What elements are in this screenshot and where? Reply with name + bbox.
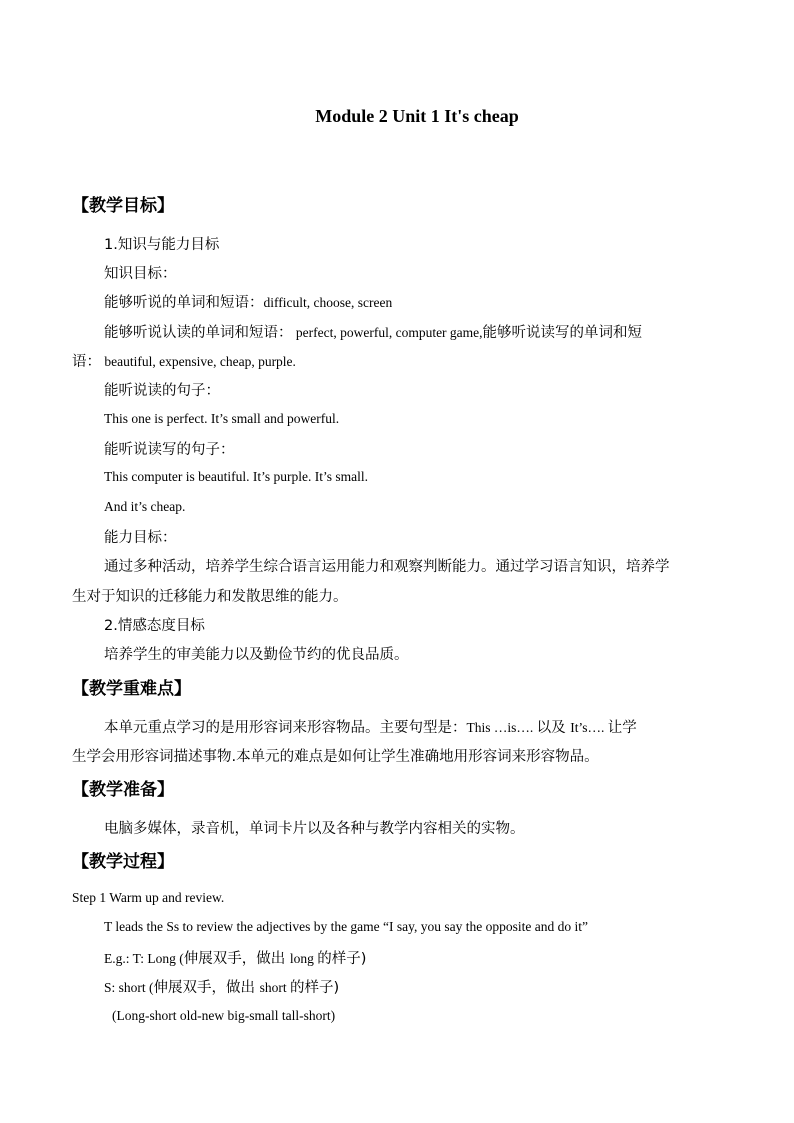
- example-1-en2: long: [289, 951, 318, 966]
- emotion-text: 培养学生的审美能力以及勤俭节约的优良品质。: [104, 647, 409, 663]
- example-1: [104, 947, 366, 968]
- heading-key-points: 【教学重难点】: [72, 679, 191, 699]
- example-2-en2: short: [259, 980, 290, 995]
- ability-line-2: 生对于知识的迁移能力和发散思维的能力。: [72, 589, 348, 605]
- ability-line-1: 通过多种活动，培养学生综合语言运用能力和观察判断能力。通过学习语言知识，培养学: [104, 559, 670, 575]
- sentence-2: This computer is beautiful. It’s purple. It’s small.: [104, 469, 368, 484]
- example-2-zh2: 的样子): [290, 980, 340, 996]
- sentences-label: 能听说读的句子：: [104, 383, 220, 399]
- heading-preparation: 【教学准备】: [72, 780, 174, 800]
- sentence-3: And it’s cheap.: [104, 499, 186, 514]
- example-2: [104, 976, 339, 997]
- recognize-words-label: 能够听说认读的单词和短语：: [104, 325, 293, 341]
- write-words-label-cont: 语：: [72, 354, 101, 370]
- knowledge-title: 知识目标：: [104, 266, 177, 282]
- ability-title: 能力目标：: [104, 530, 177, 546]
- key-points-pattern-1: This …is….: [466, 720, 537, 735]
- example-1-zh2: 的样子): [317, 951, 367, 967]
- listen-speak-words-label: 能够听说的单词和短语：: [104, 295, 264, 311]
- write-words-line: [72, 350, 296, 371]
- preparation-text: 电脑多媒体，录音机，单词卡片以及各种与教学内容相关的实物。: [104, 821, 525, 837]
- knowledge-ability-title: 1.知识与能力目标: [104, 237, 220, 253]
- write-words: beautiful, expensive, cheap, purple.: [101, 354, 296, 369]
- example-2-zh: 伸展双手，做出: [153, 980, 260, 996]
- example-1-en: E.g.: T: Long (: [104, 951, 184, 966]
- heading-process: 【教学过程】: [72, 852, 174, 872]
- emotion-title: 2.情感态度目标: [104, 618, 205, 634]
- listen-speak-words-line: [104, 291, 392, 312]
- key-points-pattern-2: It’s….: [570, 720, 608, 735]
- key-points-text-e: 让学: [607, 720, 637, 736]
- write-sentences-label: 能听说读写的句子：: [104, 442, 235, 458]
- write-words-label: 能够听说读写的单词和短: [482, 325, 643, 341]
- key-points-line-2: 生学会用形容词描述事物.本单元的难点是如何让学生准确地用形容词来形容物品。: [72, 749, 599, 765]
- step-1-title: Step 1 Warm up and review.: [72, 890, 225, 905]
- recognize-words-line: [104, 321, 642, 342]
- heading-objectives: 【教学目标】: [72, 196, 174, 216]
- key-points-text-a: 本单元重点学习的是用形容词来形容物品。主要句型是：: [104, 720, 467, 736]
- step-1-instruction: T leads the Ss to review the adjectives by the game “I say, you say the opposite and do it”: [104, 919, 588, 934]
- key-points-line-1: [104, 716, 637, 737]
- document-title: Module 2 Unit 1 It's cheap: [315, 106, 519, 126]
- key-points-text-c: 以及: [536, 720, 571, 736]
- listen-speak-words: difficult, choose, screen: [263, 295, 393, 310]
- opposite-pairs: (Long-short old-new big-small tall-short): [112, 1008, 336, 1023]
- example-2-en: S: short (: [104, 980, 154, 995]
- sentence-1: This one is perfect. It’s small and powerful.: [104, 411, 340, 426]
- recognize-words: perfect, powerful, computer game,: [292, 325, 483, 340]
- example-1-zh: 伸展双手，做出: [183, 951, 290, 967]
